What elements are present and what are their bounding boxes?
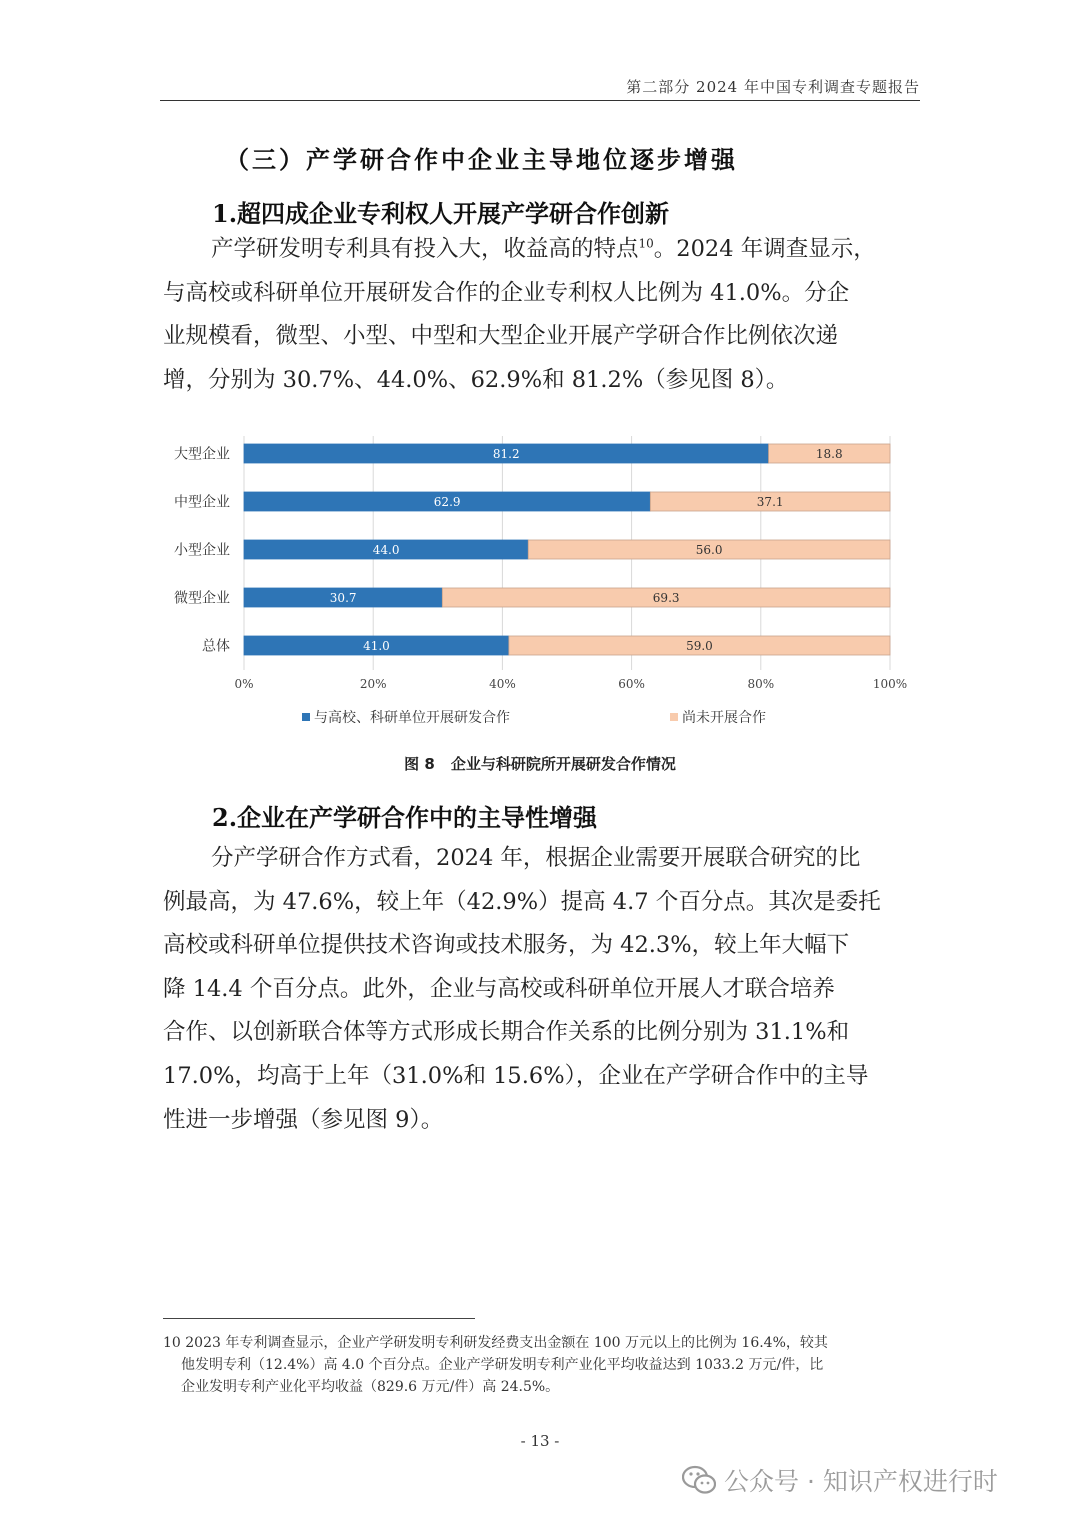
footnote-line-3: 企业发明专利产业化平均收益（829.6 万元/件）高 24.5%。: [181, 1379, 560, 1395]
legend-swatch: [302, 713, 310, 721]
paragraph-2-line-4: 降 14.4 个百分点。此外，企业与高校或科研单位开展人才联合培养: [163, 975, 835, 1002]
footnote-ref[interactable]: 10: [638, 236, 654, 251]
category-label: 小型企业: [174, 542, 230, 559]
data-label: 18.8: [815, 447, 843, 461]
paragraph-1-line-4: 增，分别为 30.7%、44.0%、62.9%和 81.2%（参见图 8）。: [163, 366, 789, 393]
data-label: 41.0: [363, 639, 390, 653]
paragraph-2-line-3: 高校或科研单位提供技术咨询或技术服务，为 42.3%，较上年大幅下: [163, 932, 850, 959]
footnote-line-1: 10 2023 年专利调查显示，企业产学研发明专利研发经费支出金额在 100 万元以上的比例为 16.4%，较其: [163, 1335, 828, 1351]
section-title: （三）产学研合作中企业主导地位逐步增强: [225, 145, 738, 174]
category-label: 微型企业: [174, 590, 230, 607]
stacked-bar-chart: [0, 430, 1080, 740]
paragraph-2-line-7: 性进一步增强（参见图 9）。: [163, 1106, 444, 1133]
data-label: 56.0: [695, 543, 723, 557]
running-header: 第二部分 2024 年中国专利调查专题报告: [626, 78, 920, 96]
paragraph-1-line-3: 业规模看，微型、小型、中型和大型企业开展产学研合作比例依次递: [163, 323, 839, 350]
x-tick-label: 0%: [234, 677, 254, 691]
wechat-icon: [682, 1465, 716, 1495]
category-label: 总体: [202, 638, 230, 655]
data-label: 30.7: [329, 591, 357, 605]
footnote-line-2: 他发明专利（12.4%）高 4.0 个百分点。企业产学研发明专利产业化平均收益达到 1033.2 万元/件，比: [181, 1357, 824, 1373]
footnote-divider: [163, 1318, 475, 1319]
header-divider: [160, 100, 920, 101]
data-label: 81.2: [492, 447, 520, 461]
paragraph-2-line-5: 合作、以创新联合体等方式形成长期合作关系的比例分别为 31.1%和: [163, 1019, 850, 1046]
category-label: 大型企业: [174, 446, 230, 463]
paragraph-1-line-2: 与高校或科研单位开展研发合作的企业专利权人比例为 41.0%。分企: [163, 279, 850, 306]
paragraph-2-line-1: 分产学研合作方式看，2024 年，根据企业需要开展联合研究的比: [211, 845, 861, 871]
x-tick-label: 20%: [359, 677, 387, 691]
data-label: 62.9: [433, 495, 461, 509]
data-label: 37.1: [756, 495, 784, 509]
page-number: - 13 -: [520, 1432, 560, 1450]
watermark-text: 公众号 · 知识产权进行时: [724, 1467, 998, 1496]
legend-label: 与高校、科研单位开展研发合作: [314, 710, 510, 726]
paragraph-2-line-2: 例最高，为 47.6%，较上年（42.9%）提高 4.7 个百分点。其次是委托: [163, 888, 881, 915]
x-tick-label: 100%: [872, 677, 908, 691]
footnote: [163, 1332, 923, 1398]
x-tick-label: 60%: [618, 677, 645, 691]
data-label: 44.0: [372, 543, 400, 557]
paragraph-1: [163, 228, 923, 402]
subsection-title-1: 1.超四成企业专利权人开展产学研合作创新: [212, 199, 670, 228]
figure-caption: [0, 753, 1080, 774]
figure-number: 图 8: [404, 755, 435, 773]
data-label: 69.3: [652, 591, 680, 605]
legend-swatch: [670, 713, 678, 721]
category-label: 中型企业: [174, 494, 230, 511]
x-tick-label: 40%: [489, 677, 516, 691]
subsection-title-2: 2.企业在产学研合作中的主导性增强: [212, 803, 598, 832]
paragraph-2-line-6: 17.0%，均高于上年（31.0%和 15.6%），企业在产学研合作中的主导: [163, 1062, 869, 1089]
paragraph-1-line-1: 产学研发明专利具有投入大，收益高的特点$^{10}$。2024 年调查显示，: [211, 236, 876, 262]
x-tick-label: 80%: [747, 677, 775, 691]
figure-title: 企业与科研院所开展研发合作情况: [450, 755, 676, 773]
data-label: 59.0: [686, 639, 713, 653]
watermark: [682, 1462, 998, 1498]
paragraph-2: [163, 837, 923, 1142]
legend-label: 尚未开展合作: [682, 710, 766, 726]
